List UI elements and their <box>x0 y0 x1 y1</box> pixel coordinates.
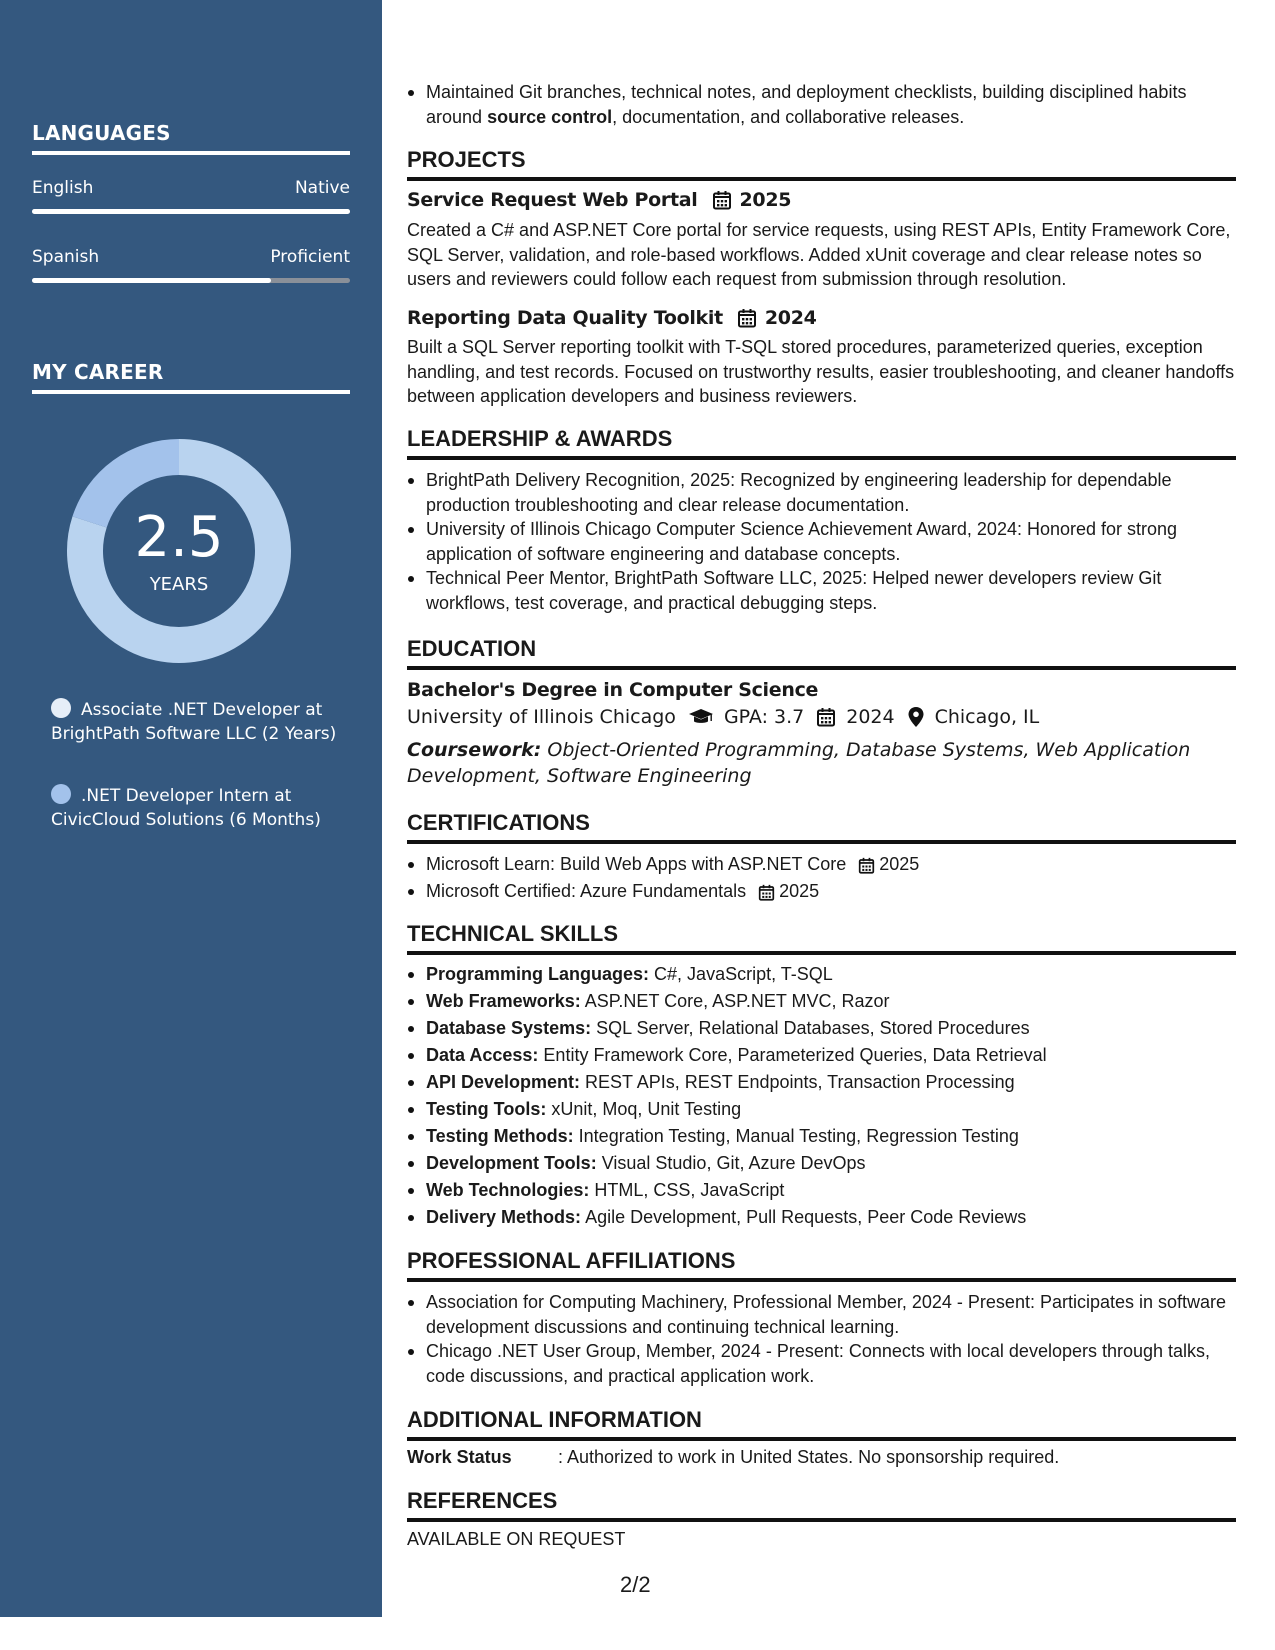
skill-value: xUnit, Moq, Unit Testing <box>551 1099 742 1119</box>
skill-label: Testing Tools: <box>426 1099 547 1119</box>
leadership-list <box>407 468 1236 615</box>
references-text: AVAILABLE ON REQUEST <box>407 1529 626 1549</box>
education-heading: EDUCATION <box>407 636 1236 670</box>
career-dot-icon <box>51 784 71 804</box>
skill-label: Web Technologies: <box>426 1180 590 1200</box>
leadership-heading: LEADERSHIP & AWARDS <box>407 426 1236 460</box>
skill-item <box>407 988 1236 1015</box>
career-role-text: Associate .NET Developer at BrightPath Software LLC (2 Years) <box>51 700 337 744</box>
additional-heading: ADDITIONAL INFORMATION <box>407 1407 1236 1441</box>
affiliation-item: Chicago .NET User Group, Member, 2024 - Present: Connects with local developers through talks, code discussions, and practical application work. <box>407 1339 1236 1388</box>
career-donut-chart <box>66 438 292 664</box>
skill-label: API Development: <box>426 1072 581 1092</box>
sidebar <box>0 0 382 1617</box>
language-name: English <box>32 178 94 198</box>
certification-name: Microsoft Certified: Azure Fundamentals <box>426 881 747 901</box>
project-title-1 <box>407 188 791 212</box>
skill-item <box>407 1069 1236 1096</box>
leadership-item: Technical Peer Mentor, BrightPath Software LLC, 2025: Helped newer developers review Git workflows, test coverage, and practical debugging steps. <box>407 566 1236 615</box>
career-role-1 <box>51 698 341 746</box>
skill-item <box>407 1042 1236 1069</box>
skill-label: Testing Methods: <box>426 1126 574 1146</box>
bullet-text: Maintained Git branches, technical notes, and deployment checklists, building disciplined habits around <box>426 82 1187 127</box>
calendar-icon <box>858 857 875 874</box>
skill-label: Web Frameworks: <box>426 991 581 1011</box>
language-level: Native <box>294 178 350 198</box>
skills-list <box>407 961 1236 1231</box>
skill-value: Agile Development, Pull Requests, Peer Code Reviews <box>585 1207 1027 1227</box>
skill-value: SQL Server, Relational Databases, Stored Procedures <box>596 1018 1030 1038</box>
degree-title: Bachelor's Degree in Computer Science <box>407 679 819 701</box>
affiliation-item: Association for Computing Machinery, Professional Member, 2024 - Present: Participates in software development discussions and continuing technical learning. <box>407 1290 1236 1339</box>
project-year: 2024 <box>764 307 817 329</box>
language-bar-fill <box>32 209 350 214</box>
certifications-heading: CERTIFICATIONS <box>407 810 1236 844</box>
graduation-cap-icon <box>688 707 714 727</box>
experience-bullets <box>407 80 1236 129</box>
coursework <box>407 737 1236 789</box>
school-name: University of Illinois Chicago <box>407 706 676 728</box>
skill-item <box>407 1204 1236 1231</box>
affiliations-heading: PROFESSIONAL AFFILIATIONS <box>407 1248 1236 1282</box>
skill-item <box>407 961 1236 988</box>
certification-year: 2025 <box>779 881 820 901</box>
graduation-year: 2024 <box>846 706 895 728</box>
career-dot-icon <box>51 698 71 718</box>
leadership-item: University of Illinois Chicago Computer Science Achievement Award, 2024: Honored for strong application of software engineering and database concepts. <box>407 517 1236 566</box>
skill-value: Entity Framework Core, Parameterized Queries, Data Retrieval <box>543 1045 1047 1065</box>
education-details <box>407 706 1039 728</box>
certifications-list <box>407 851 1236 905</box>
leadership-item: BrightPath Delivery Recognition, 2025: Recognized by engineering leadership for dependable production troubleshooting and clear release documentation. <box>407 468 1236 517</box>
calendar-icon <box>712 190 732 210</box>
projects-heading: PROJECTS <box>407 147 1236 181</box>
certification-item <box>407 878 1236 905</box>
skill-item <box>407 1150 1236 1177</box>
career-role-2 <box>51 784 341 832</box>
language-bar-fill <box>32 278 271 283</box>
calendar-icon <box>758 884 775 901</box>
skill-value: Visual Studio, Git, Azure DevOps <box>601 1153 866 1173</box>
work-status-value: : Authorized to work in United States. No sponsorship required. <box>558 1447 1060 1467</box>
certification-name: Microsoft Learn: Build Web Apps with ASP.NET Core <box>426 854 847 874</box>
career-role-text: .NET Developer Intern at CivicCloud Solutions (6 Months) <box>51 786 321 830</box>
project-name: Reporting Data Quality Toolkit <box>407 307 723 329</box>
calendar-icon <box>737 308 757 328</box>
skill-label: Programming Languages: <box>426 964 650 984</box>
skill-value: Integration Testing, Manual Testing, Regression Testing <box>578 1126 1019 1146</box>
page-number: 2/2 <box>620 1572 651 1597</box>
certification-item <box>407 851 1236 878</box>
references-heading: REFERENCES <box>407 1488 1236 1522</box>
language-bar-english <box>32 209 350 214</box>
project-name: Service Request Web Portal <box>407 189 698 211</box>
project-description-1: Created a C# and ASP.NET Core portal for service requests, using REST APIs, Entity Framework Core, SQL Server, validation, and role-based workflows. Added xUnit coverage and clear release notes so users and reviewers could follow each request from submission through resolution. <box>407 220 1231 289</box>
bullet-bold-text: source control <box>487 106 613 127</box>
location-pin-icon <box>907 706 925 728</box>
gpa: GPA: 3.7 <box>723 706 805 728</box>
project-description-2: Built a SQL Server reporting toolkit with T-SQL stored procedures, parameterized queries, exception handling, and test records. Focused on trustworthy results, easier troubleshooting, and cleaner handoffs between application developers and business reviewers. <box>407 337 1235 406</box>
skill-item <box>407 1123 1236 1150</box>
calendar-icon <box>816 707 836 727</box>
career-years-unit: YEARS <box>149 574 209 595</box>
language-name: Spanish <box>32 247 100 267</box>
bullet-text: , documentation, and collaborative releases. <box>612 106 965 127</box>
skill-item <box>407 1096 1236 1123</box>
career-heading: MY CAREER <box>32 360 350 394</box>
skill-label: Development Tools: <box>426 1153 597 1173</box>
affiliations-list <box>407 1290 1236 1388</box>
skill-value: HTML, CSS, JavaScript <box>594 1180 785 1200</box>
project-year: 2025 <box>739 189 792 211</box>
work-status <box>407 1447 1236 1468</box>
skill-value: ASP.NET Core, ASP.NET MVC, Razor <box>584 991 890 1011</box>
language-row-spanish <box>32 247 350 267</box>
language-level: Proficient <box>270 247 350 267</box>
certification-year: 2025 <box>879 854 920 874</box>
coursework-text: Object-Oriented Programming, Database Systems, Web Application Development, Software Engineering <box>407 739 1191 787</box>
skill-item <box>407 1177 1236 1204</box>
skill-label: Data Access: <box>426 1045 539 1065</box>
skill-label: Database Systems: <box>426 1018 592 1038</box>
skill-label: Delivery Methods: <box>426 1207 582 1227</box>
skill-value: C#, JavaScript, T-SQL <box>654 964 833 984</box>
career-total-years: 2.5 <box>134 505 224 570</box>
languages-heading: LANGUAGES <box>32 121 350 155</box>
project-title-2 <box>407 306 817 330</box>
skill-item <box>407 1015 1236 1042</box>
skill-value: REST APIs, REST Endpoints, Transaction Processing <box>585 1072 1015 1092</box>
skills-heading: TECHNICAL SKILLS <box>407 921 1236 955</box>
coursework-label: Coursework: <box>407 739 542 761</box>
experience-bullet <box>407 80 1236 129</box>
language-row-english <box>32 178 350 198</box>
location: Chicago, IL <box>934 706 1040 728</box>
language-bar-spanish <box>32 278 350 283</box>
work-status-label: Work Status <box>407 1447 512 1467</box>
